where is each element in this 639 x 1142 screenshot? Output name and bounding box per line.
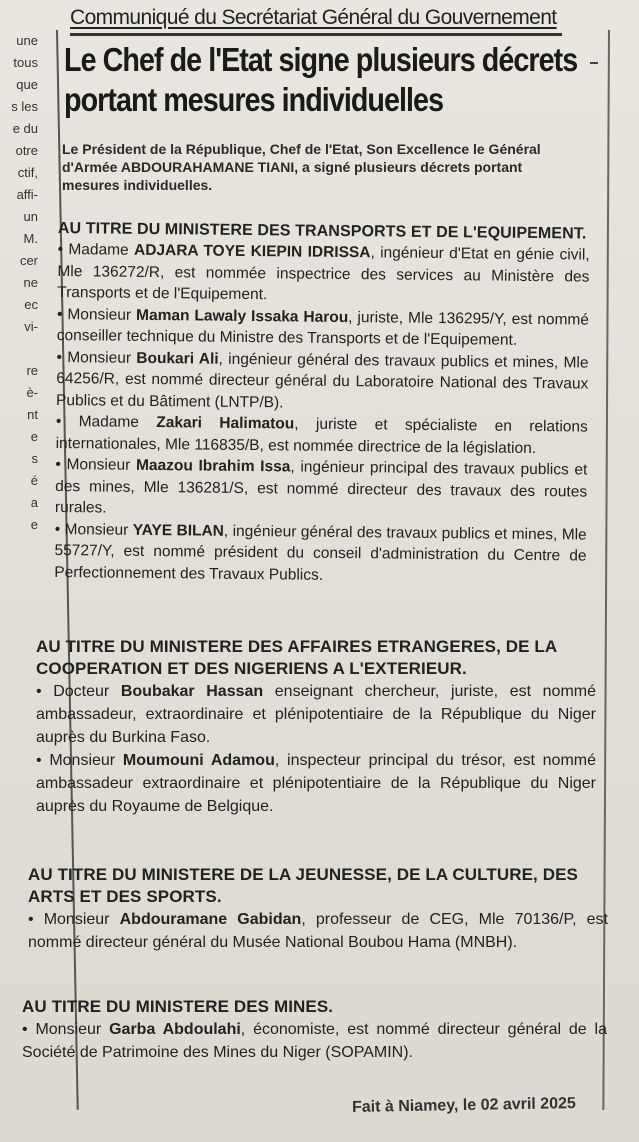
section-transports — [54, 218, 590, 589]
appointment-title-prefix: • Monsieur — [54, 520, 133, 539]
appointment-item — [22, 1018, 607, 1064]
adjacent-fragment: re — [26, 363, 38, 378]
appointment-item — [55, 454, 588, 524]
appointment-details: , professeur de CEG, Mle 70136/P, est nommé directeur général du Musée National Boubou Hama (MNBH). — [28, 911, 609, 951]
adjacent-fragment: vi- — [24, 319, 38, 334]
appointment-title-prefix: • Monsieur — [28, 911, 120, 928]
appointment-details: , économiste, est nommé directeur général de la Société de Patrimoine des Mines du Niger (SOPAMIN). — [22, 1021, 607, 1061]
article-title-line-2: portant mesures individuelles — [64, 81, 444, 118]
appointment-title-prefix: • Docteur — [36, 683, 121, 700]
appointee-name: YAYE BILAN — [132, 521, 225, 540]
appointee-name: Moumouni Adamou — [122, 752, 275, 769]
appointment-details: , ingénieur d'Etat en génie civil, Mle 136272/R, est nommée inspectrice des services au Ministère des Transports et de l'Equipement. — [57, 244, 590, 304]
appointment-item — [56, 411, 588, 460]
appointment-item — [28, 908, 608, 954]
adjacent-fragment: affi- — [16, 187, 38, 202]
section-affaires-etrangeres — [36, 636, 596, 818]
adjacent-fragment: cer — [19, 253, 38, 268]
appointment-item — [36, 749, 596, 818]
adjacent-fragment: M. — [23, 231, 38, 246]
appointment-item — [57, 303, 589, 352]
adjacent-fragment: s — [31, 451, 38, 466]
adjacent-fragment: e — [30, 429, 38, 444]
appointment-details: , inspecteur principal du trésor, est nommé ambassadeur extraordinaire et plénipotentiaire de la République du Niger auprès du Royaume de Belgique. — [36, 752, 597, 815]
appointee-name: Boukari Ali — [136, 349, 219, 368]
adjacent-column-fragments — [0, 30, 38, 536]
article-title-line-1: Le Chef de l'Etat signe plusieurs décrets — [64, 41, 578, 78]
appointment-details: , ingénieur général des travaux publics et mines, Mle 55727/Y, est nommé président du conseil d'administration du Centre de Perfectionnement des Travaux Publics. — [54, 522, 587, 584]
appointee-name: Maman Lawaly Issaka Harou — [135, 306, 349, 326]
appointment-title-prefix: • Monsieur — [56, 348, 137, 367]
article-title — [64, 40, 578, 120]
signoff-place-date: Fait à Niamey, le 02 avril 2025 — [351, 1095, 576, 1116]
adjacent-fragment: tous — [13, 55, 38, 70]
adjacent-fragment: é — [30, 473, 38, 488]
appointment-details: enseignant chercheur, juriste, est nommé ambassadeur, extraordinaire et plénipotentiaire de la République du Niger auprès du Burkina Faso. — [36, 683, 597, 746]
section-heading: AU TITRE DU MINISTERE DES MINES. — [22, 997, 334, 1016]
section-heading: AU TITRE DU MINISTERE DES TRANSPORTS ET DE L'EQUIPEMENT. — [57, 219, 587, 243]
appointment-details: , ingénieur principal des travaux publics et des mines, Mle 136281/S, est nommé directeur des travaux des routes rurales. — [54, 458, 588, 517]
article-lead: Le Président de la République, Chef de l'Etat, Son Excellence le Général d'Armée ABDOURAHAMANE TIANI, a signé plusieurs décrets portant mesures individuelles. — [62, 141, 541, 193]
appointment-item — [54, 518, 587, 588]
section-jeunesse-culture — [28, 864, 608, 954]
appointee-name: Boubakar Hassan — [120, 683, 264, 700]
section-heading: AU TITRE DU MINISTERE DE LA JEUNESSE, DE LA CULTURE, DES ARTS ET DES SPORTS. — [28, 865, 578, 906]
appointee-name: Abdouramane Gabidan — [119, 911, 302, 928]
adjacent-fragment: otre — [15, 143, 38, 158]
appointment-title-prefix: • Madame — [55, 412, 157, 432]
adjacent-fragment: nt — [27, 407, 38, 422]
appointee-name: ADJARA TOYE KIEPIN IDRISSA — [133, 241, 371, 262]
adjacent-fragment: e — [30, 517, 38, 532]
appointee-name: Garba Abdoulahi — [109, 1021, 241, 1038]
adjacent-fragment: e du — [12, 121, 38, 136]
appointment-details: , juriste et spécialiste en relations internationales, Mle 116835/B, est nommée directrice de la législation. — [55, 415, 588, 457]
adjacent-fragment: une — [16, 33, 38, 48]
appointment-title-prefix: • Monsieur — [55, 455, 137, 474]
adjacent-fragment: è- — [26, 385, 38, 400]
adjacent-fragment: ec — [24, 297, 38, 312]
adjacent-fragment: ctif, — [17, 165, 38, 180]
section-heading: AU TITRE DU MINISTERE DES AFFAIRES ETRANGERES, DE LA COOPERATION ET DES NIGERIENS A L'EXTERIEUR. — [36, 637, 557, 678]
appointment-details: , ingénieur général des travaux publics et mines, Mle 64256/R, est nommé directeur général du Laboratoire National des Travaux Publics et du Bâtiment (LNTP/B). — [56, 350, 589, 411]
adjacent-fragment — [0, 338, 38, 360]
margin-mark — [590, 62, 598, 64]
appointment-title-prefix: • Monsieur — [36, 752, 123, 769]
adjacent-fragment: a — [30, 495, 38, 510]
adjacent-fragment: un — [23, 209, 38, 224]
adjacent-fragment: que — [16, 77, 38, 92]
appointee-name: Zakari Halimatou — [156, 414, 295, 433]
adjacent-fragment: s les — [11, 99, 38, 114]
appointment-title-prefix: • Monsieur — [22, 1021, 110, 1038]
appointment-title-prefix: • Monsieur — [56, 305, 137, 324]
appointment-item — [57, 239, 590, 309]
appointee-name: Maazou Ibrahim Issa — [135, 456, 291, 476]
adjacent-fragment: ne — [23, 275, 38, 290]
section-mines — [22, 996, 607, 1064]
banner-kicker: Communiqué du Secrétariat Général du Gouvernement — [70, 0, 562, 36]
appointment-title-prefix: • Madame — [57, 240, 135, 259]
appointment-item — [36, 680, 596, 749]
appointment-details: , juriste, Mle 136295/Y, est nommé conseiller technique du Ministre des Transports et de l'Equipement. — [56, 308, 590, 349]
appointment-item — [56, 346, 589, 416]
